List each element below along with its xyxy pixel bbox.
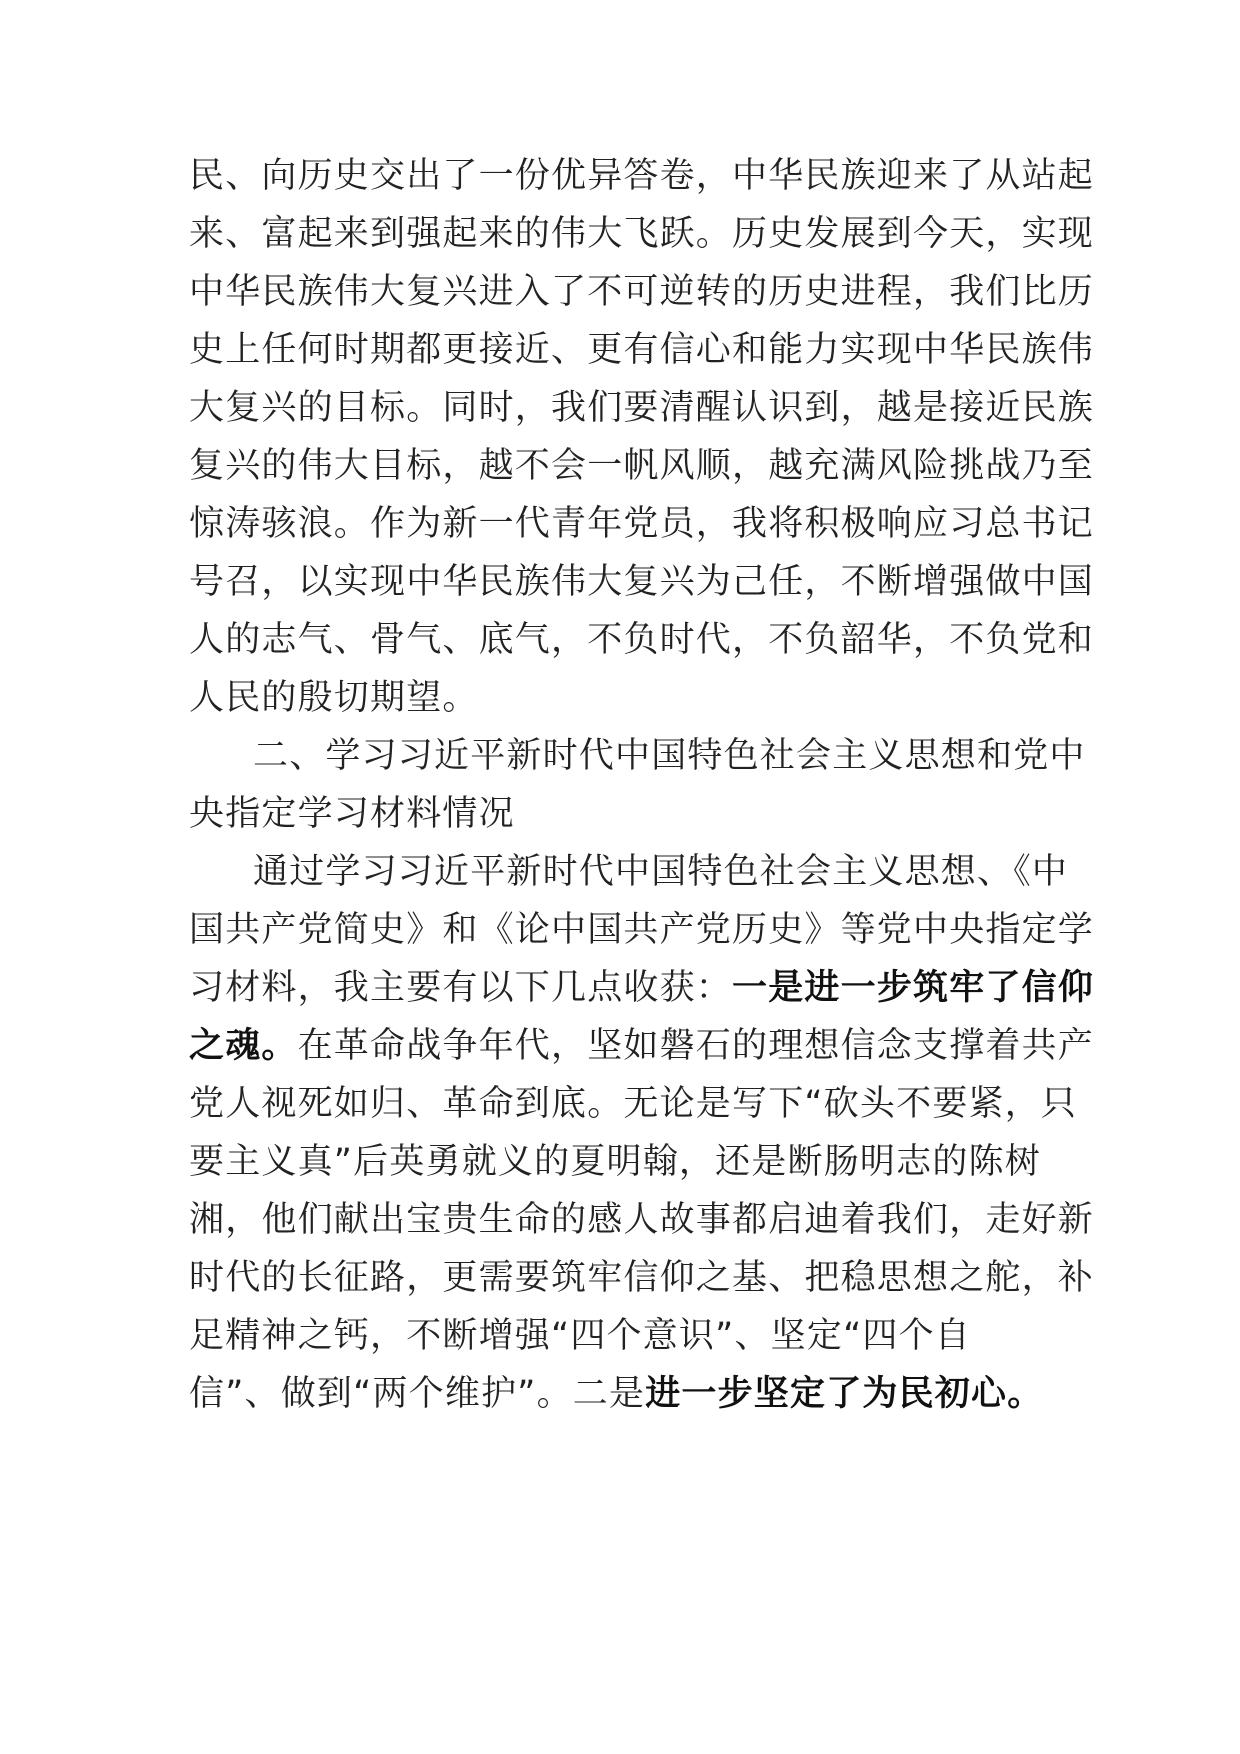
paragraph-text: 信”、做到“两个维护”。二是	[189, 1374, 646, 1414]
bold-point-two: 进一步坚定了为民初心。	[645, 1374, 1044, 1414]
paragraph-line: 号召，以实现中华民族伟大复兴为己任，不断增强做中国	[189, 562, 1095, 602]
paragraph-text: 在革命战争年代，坚如磐石的理想信念支撑着共产	[297, 1026, 1095, 1066]
paragraph-line: 党人视死如归、革命到底。无论是写下“砍头不要紧，只	[189, 1084, 1078, 1124]
paragraph-line: 复兴的伟大目标，越不会一帆风顺，越充满风险挑战乃至	[189, 446, 1095, 486]
section-heading-line: 央指定学习材料情况	[189, 794, 515, 834]
paragraph-line	[189, 1370, 1043, 1418]
paragraph-line: 中华民族伟大复兴进入了不可逆转的历史进程，我们比历	[189, 272, 1095, 312]
paragraph-line	[189, 1022, 1094, 1070]
section-heading-line: 二、学习习近平新时代中国特色社会主义思想和党中	[253, 736, 1086, 776]
paragraph-line: 来、富起来到强起来的伟大飞跃。历史发展到今天，实现	[189, 214, 1095, 254]
paragraph-line	[189, 964, 1094, 1012]
paragraph-line: 史上任何时期都更接近、更有信心和能力实现中华民族伟	[189, 330, 1095, 370]
paragraph-line: 时代的长征路，更需要筑牢信仰之基、把稳思想之舵，补	[189, 1258, 1095, 1298]
paragraph-line: 足精神之钙，不断增强“四个意识”、坚定“四个自	[189, 1316, 971, 1356]
bold-point-one: 一是进一步筑牢了信仰	[732, 968, 1095, 1008]
paragraph-line: 国共产党简史》和《论中国共产党历史》等党中央指定学	[189, 910, 1095, 950]
paragraph-line: 通过学习习近平新时代中国特色社会主义思想、《中	[253, 852, 1069, 892]
paragraph-line: 人民的殷切期望。	[189, 678, 479, 718]
paragraph-line: 湘，他们献出宝贵生命的感人故事都启迪着我们，走好新	[189, 1200, 1095, 1240]
paragraph-line: 人的志气、骨气、底气，不负时代，不负韶华，不负党和	[189, 620, 1095, 660]
paragraph-line: 大复兴的目标。同时，我们要清醒认识到，越是接近民族	[189, 388, 1095, 428]
paragraph-line: 要主义真”后英勇就义的夏明翰，还是断肠明志的陈树	[189, 1142, 1041, 1182]
paragraph-text: 习材料，我主要有以下几点收获：	[189, 968, 733, 1008]
bold-point-one-end: 之魂。	[189, 1026, 298, 1066]
paragraph-line: 惊涛骇浪。作为新一代青年党员，我将积极响应习总书记	[189, 504, 1095, 544]
paragraph-line: 民、向历史交出了一份优异答卷，中华民族迎来了从站起	[189, 156, 1095, 196]
